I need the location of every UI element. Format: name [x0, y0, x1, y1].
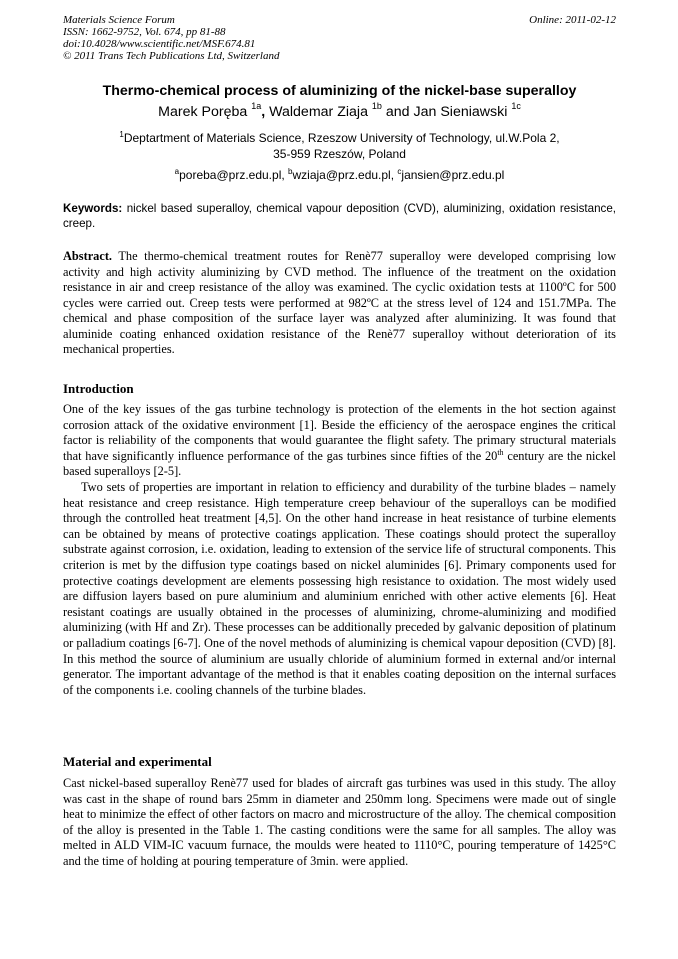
journal-header	[63, 14, 616, 62]
paragraph: Two sets of properties are important in relation to efficiency and durability of the turbine blades – namely heat resistance and creep resistance. High temperature creep behaviour of the superalloys can be modified through the controlled heat treatment [4,5]. On the other hand increase in heat resistance of turbine elements can be obtained by means of protective coatings application. These coatings should protect the superalloy substrate against corrosion, i.e. oxidation, leading to extension of the service life of structural components. This criterion is met by the diffusion type coatings based on nickel aluminides [6]. Primary components used for protective coatings development are elements possessing high resistance to oxidation. The most widely used are diffusion layers based on pure aluminium and aluminium enriched with other active elements [6]. Heat resistant coatings are usually obtained in the processes of aluminizing, chrome-aluminizing and modified aluminizing (with Hf and Zr). These processes can be additionally preceded by galvanic deposition of platinum or palladium coatings [6-7]. One of the novel methods of aluminizing is chemical vapour deposition (CVD) [8]. In this method the source of aluminium are usually chloride of aluminium formed in external and/or internal generator. The important advantage of the method is that it enables coating deposition on the internal surfaces of the components i.e. cooling channels of the turbine blades.	[63, 479, 616, 697]
section-heading-material: Material and experimental	[63, 754, 212, 769]
affiliation	[63, 130, 616, 162]
author-conjunction: and	[385, 104, 410, 120]
ordinal-superscript: th	[497, 447, 504, 457]
author-superscript: 1c	[511, 101, 521, 111]
paragraph-text: century are the nickel based superalloys [2-5].	[63, 448, 616, 479]
journal-doi: doi:10.4028/www.scientific.net/MSF.674.81	[63, 38, 256, 50]
paragraph-text: One of the key issues of the gas turbine technology is protection of the elements in the hot section against corrosion attack of the oxidative environment [1]. Beside the efficiency of the aerospace engines the critical factor is reliability of the components that would guarantee the flight safety. The primary structural materials that have significantly influence performance of the gas turbines since fifties of the 20	[63, 402, 616, 463]
author-superscript: 1a	[251, 101, 262, 111]
email-superscript: a	[174, 167, 180, 176]
material-body	[63, 776, 616, 870]
affiliation-line: Deptartment of Materials Science, Rzeszow University of Technology, ul.W.Pola 2,	[123, 131, 560, 145]
journal-issn: ISSN: 1662-9752, Vol. 674, pp 81-88	[63, 26, 226, 38]
paper-title: Thermo-chemical process of aluminizing of the nickel-base superalloy	[102, 83, 577, 99]
keywords-label: Keywords:	[63, 202, 123, 215]
author-name: Jan Sieniawski	[413, 104, 508, 120]
email-link[interactable]: poreba@prz.edu.pl,	[179, 168, 285, 182]
author-list: Marek Poręba $^{1a}$, Waldemar Ziaja $^{1b}$ and Jan Sieniawski $^{1c}$	[158, 101, 521, 120]
keywords-text: nickel based superalloy, chemical vapour deposition (CVD), aluminizing, oxidation resistance, creep.	[63, 202, 616, 230]
author-name: Marek Poręba	[158, 104, 248, 120]
affiliation-line: 35-959 Rzeszów, Poland	[273, 147, 406, 161]
abstract-label: Abstract.	[63, 249, 113, 263]
email-superscript: b	[288, 167, 293, 176]
paragraph	[63, 402, 616, 480]
online-date: Online: 2011-02-12	[529, 14, 616, 26]
affiliation-superscript: 1	[119, 130, 124, 139]
section-heading-introduction: Introduction	[63, 381, 134, 396]
email-superscript: c	[397, 167, 402, 176]
journal-name: Materials Science Forum	[63, 14, 175, 26]
keywords	[63, 201, 616, 231]
abstract-text: The thermo-chemical treatment routes for Renè77 superalloy were developed comprising low activity and high activity aluminizing by CVD method. The influence of the treatment on the oxidation resistance in air and creep resistance of the alloy was examined. The cyclic oxidation tests at 1100ºC for 500 cycles were carried out. Creep tests were performed at 982ºC at the stress level of 124 and 151.7MPa. The chemical and phase composition of the surface layer was analyzed after aluminizing. It was found that aluminide coating enhanced oxidation resistance of the Renè77 superalloy without deterioration of its mechanical properties.	[63, 249, 616, 356]
email-link[interactable]: wziaja@prz.edu.pl,	[292, 168, 395, 182]
author-name: Waldemar Ziaja	[269, 104, 368, 120]
author-emails	[63, 168, 616, 182]
journal-copyright: © 2011 Trans Tech Publications Ltd, Switzerland	[63, 50, 280, 62]
author-superscript: 1b	[371, 101, 382, 111]
introduction-body	[63, 402, 616, 698]
abstract	[63, 249, 616, 358]
email-link[interactable]: jansien@prz.edu.pl	[401, 168, 505, 182]
paragraph: Cast nickel-based superalloy Renè77 used for blades of aircraft gas turbines was used in this study. The alloy was cast in the shape of round bars 25mm in diameter and 250mm long. Specimens were made out of single heat to minimize the effect of other factors on macro and microstructure of the alloy. The chemical composition of the alloy is presented in the Table 1. The casting conditions were the same for all samples. The alloy was melted in ALD VIM-IC vacuum furnace, the moulds were heated to 1110°C, pouring temperature of 1425°C and the time of holding at pouring temperature of 3min. were applied.	[63, 776, 616, 868]
